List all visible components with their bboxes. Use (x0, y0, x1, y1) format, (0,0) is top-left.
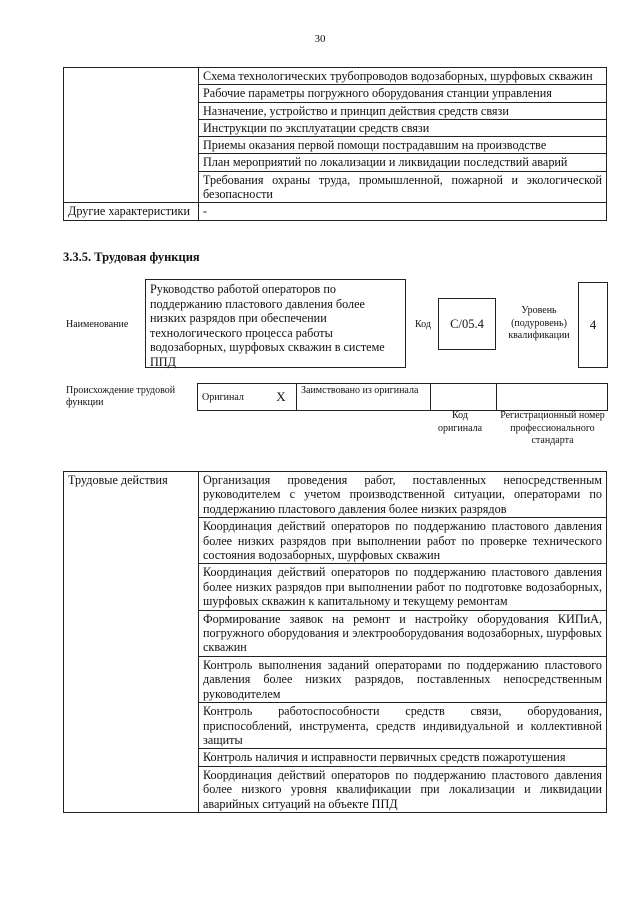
table-cell: Формирование заявок на ремонт и настройку оборудования КИПиА, погружного оборудования и электрооборудования водозаборных, шурфовых скважин (199, 610, 607, 656)
origin-label: Происхождение трудовой функции (66, 385, 176, 408)
other-characteristics-value: - (199, 203, 607, 220)
name-label: Наименование (66, 319, 129, 330)
original-code-caption: Код оригинала (437, 410, 483, 434)
table-cell: Координация действий операторов по поддержанию пластового давления более низких разрядов при выполнении работ по подготовке водозаборных, шурфовых скважин к капитальному и текущему ремонтам (199, 564, 607, 610)
registration-number-cell (497, 384, 608, 411)
code-label: Код (415, 319, 431, 330)
table-cell: Контроль выполнения заданий операторами по поддержанию пластового давления более низких разрядов, поставленных непосредственным руководителем (199, 656, 607, 702)
table-cell: Инструкции по эксплуатации средств связи (199, 119, 607, 136)
other-characteristics-label: Другие характеристики (64, 203, 199, 220)
table-row (198, 384, 608, 411)
labor-actions-label: Трудовые действия (64, 472, 199, 813)
function-code-value: С/05.4 (438, 298, 496, 350)
table-cell: Организация проведения работ, поставленных непосредственным руководителем с учетом производственной ситуации, операторами по поддержанию пластового давления более низких разрядов (199, 472, 607, 518)
original-mark: X (266, 384, 297, 411)
table-cell: План мероприятий по локализации и ликвидации последствий аварий (199, 154, 607, 171)
table-row (64, 68, 607, 85)
table-cell: Назначение, устройство и принцип действия средств связи (199, 102, 607, 119)
table-cell: Координация действий операторов по поддержанию пластового давления более низкого уровня квалификации при локализации и ликвидации аварийных ситуаций на объекте ППД (199, 766, 607, 812)
borrowed-label: Заимствовано из оригинала (297, 384, 431, 411)
table-cell: Рабочие параметры погружного оборудования станции управления (199, 85, 607, 102)
table-cell: Контроль работоспособности средств связи, оборудования, приспособлений, инструмента, средств индивидуальной и коллективной защиты (199, 703, 607, 749)
section-heading: 3.3.5. Трудовая функция (63, 250, 200, 264)
table-cell: Приемы оказания первой помощи пострадавшим на производстве (199, 137, 607, 154)
function-name-value: Руководство работой операторов по поддержанию пластового давления более низких разрядов при обеспечении технологического процесса работы водозаборных, шурфовых скважин в системе ППД (145, 279, 406, 368)
registration-number-caption: Регистрационный номер профессионального стандарта (500, 410, 605, 446)
knowledge-table (63, 67, 607, 221)
table-cell: Схема технологических трубопроводов водозаборных, шурфовых скважин (199, 68, 607, 85)
qualification-level-label: Уровень (подуровень) квалификации (508, 305, 570, 341)
qualification-level-value: 4 (578, 282, 608, 368)
origin-table (197, 383, 608, 411)
table-cell: Требования охраны труда, промышленной, пожарной и экологической безопасности (199, 171, 607, 203)
table-row (64, 203, 607, 220)
page-number: 30 (314, 33, 326, 45)
table-cell: Контроль наличия и исправности первичных средств пожаротушения (199, 749, 607, 766)
table-row (64, 472, 607, 518)
labor-actions-table (63, 471, 607, 813)
original-code-cell (431, 384, 497, 411)
empty-label-cell (64, 68, 199, 203)
original-label: Оригинал (198, 384, 267, 411)
table-cell: Координация действий операторов по поддержанию пластового давления более низких разрядов при выполнении работ по проверке технического состояния водозаборных, шурфовых скважин (199, 518, 607, 564)
